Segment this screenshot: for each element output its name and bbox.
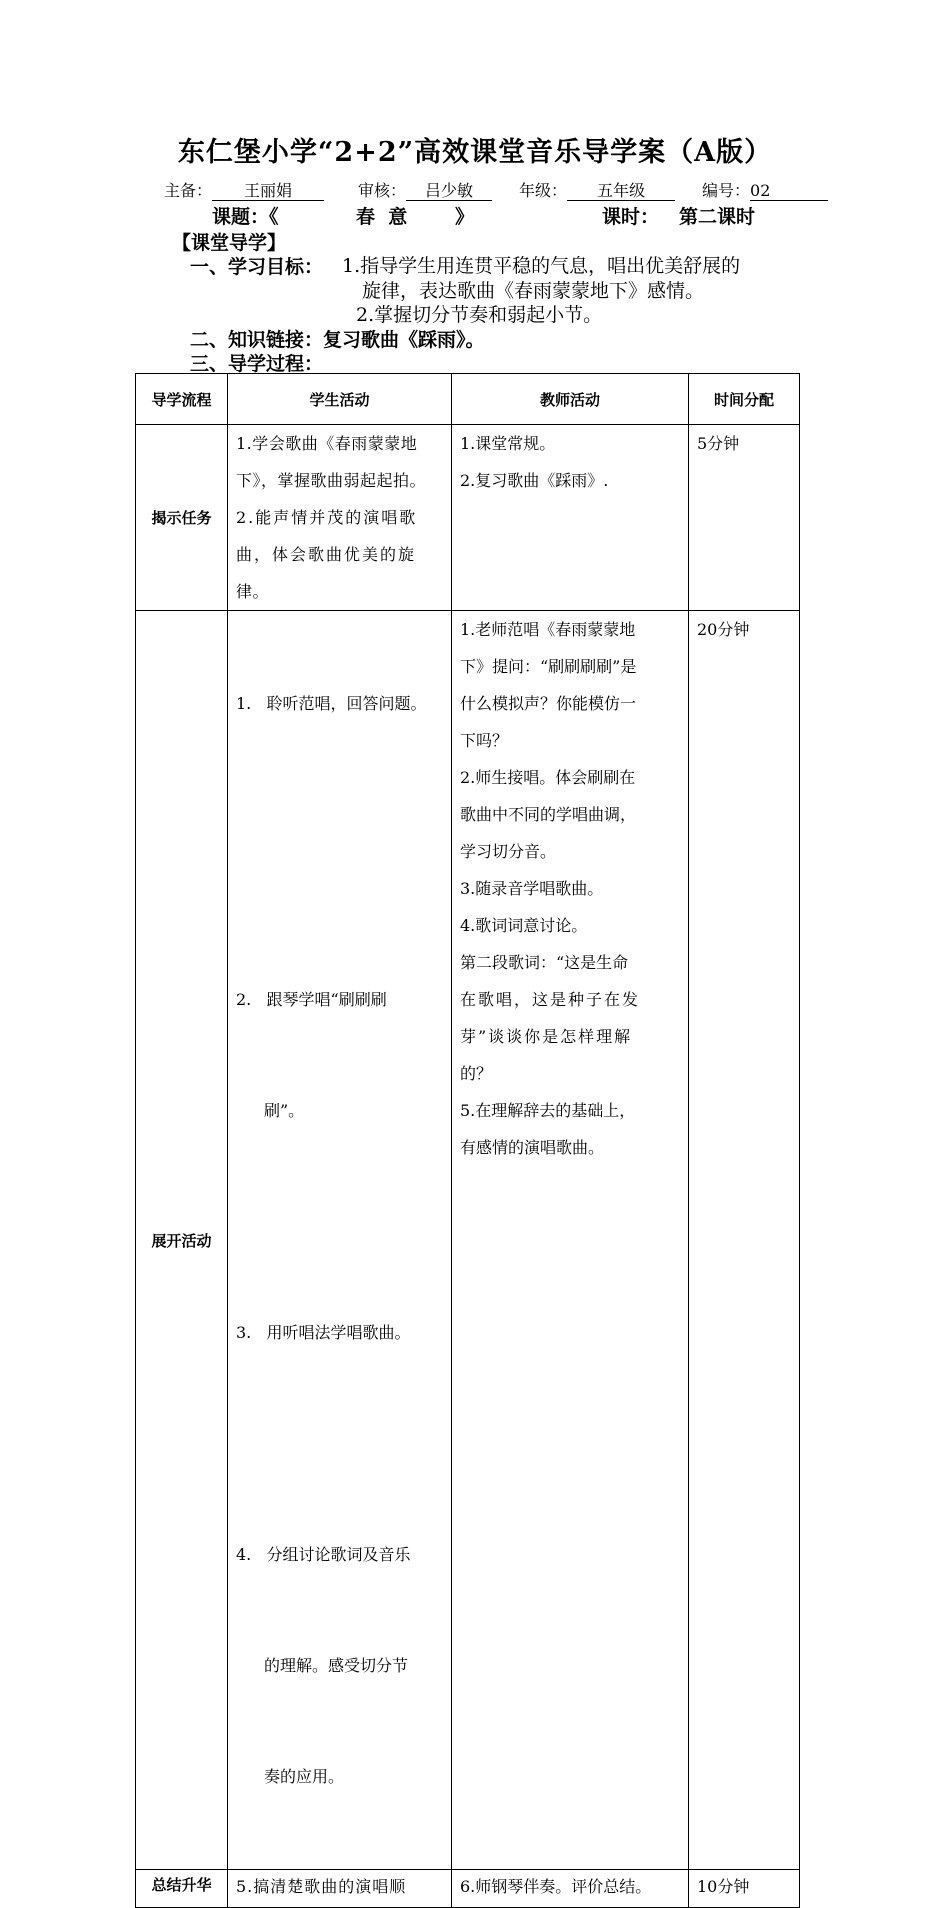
author-label: 主备： xyxy=(164,181,213,200)
author-value: 王丽娟 xyxy=(212,182,324,201)
teacher-line: 3.随录音学唱歌曲。 xyxy=(460,879,604,898)
stage-cell: 展开活动 xyxy=(136,611,228,1870)
grade-value: 五年级 xyxy=(567,182,675,201)
time-value: 20分钟 xyxy=(697,620,750,639)
student-line: 的理解。感受切分节 xyxy=(264,1656,409,1675)
topic-label: 课题：《 xyxy=(212,206,279,228)
student-line: 1.学会歌曲《春雨蒙蒙地 xyxy=(236,434,418,453)
teacher-cell xyxy=(452,425,689,611)
objectives-label: 一、学习目标： xyxy=(190,256,324,278)
table-row xyxy=(136,611,800,1870)
teacher-line: 什么模拟声？你能模仿一 xyxy=(460,694,637,713)
topic-value: 春 意 xyxy=(356,206,408,228)
section-header: 【课堂导学】 xyxy=(172,232,287,254)
teacher-line: 学习切分音。 xyxy=(460,842,557,861)
teacher-line: 2.师生接唱。体会刷刷在 xyxy=(460,768,636,787)
number-value: 02 xyxy=(750,182,828,201)
header-student-activity: 学生活动 xyxy=(228,374,452,425)
student-line: 奏的应用。 xyxy=(264,1767,345,1786)
student-line: 2.能声情并茂的演唱歌 xyxy=(236,508,418,527)
student-line: 刷”。 xyxy=(264,1101,305,1120)
number-field xyxy=(702,178,828,201)
header-teacher-activity: 教师活动 xyxy=(452,374,689,425)
period-label: 课时： xyxy=(602,206,660,228)
student-line: 1. 聆听范唱，回答问题。 xyxy=(236,694,427,713)
teacher-line: 的？ xyxy=(460,1064,493,1083)
student-line: 4. 分组讨论歌词及音乐 xyxy=(236,1545,411,1564)
teacher-line: 4.歌词词意讨论。 xyxy=(460,916,588,935)
time-value: 10分钟 xyxy=(697,1877,750,1896)
teacher-line: 在歌唱，这是种子在发 xyxy=(460,990,641,1009)
student-line: 3. 用听唱法学唱歌曲。 xyxy=(236,1323,411,1342)
student-line: 2. 跟琴学唱“刷刷刷 xyxy=(236,990,387,1009)
student-cell xyxy=(228,425,452,611)
teacher-line: 下》提问：“刷刷刷刷”是 xyxy=(460,657,637,676)
objective-line-1: 1.指导学生用连贯平稳的气息，唱出优美舒展的 xyxy=(342,255,741,277)
stage-cell: 总结升华 xyxy=(136,1870,228,1908)
teacher-cell xyxy=(452,1870,689,1908)
student-line: 律。 xyxy=(236,582,270,601)
table-row xyxy=(136,1870,800,1908)
page-title: 东仁堡小学“2+2”高效课堂音乐导学案（A版） xyxy=(177,137,773,168)
objective-line-2: 旋律，表达歌曲《春雨蒙蒙地下》感情。 xyxy=(362,280,705,302)
time-value: 5分钟 xyxy=(697,434,740,453)
guide-table xyxy=(135,373,800,1908)
student-line: 曲，体会歌曲优美的旋 xyxy=(236,545,417,564)
stage-cell: 揭示任务 xyxy=(136,425,228,611)
teacher-line: 6.师钢琴伴奏。评价总结。 xyxy=(460,1877,652,1896)
reviewer-field xyxy=(358,178,492,201)
teacher-cell xyxy=(452,611,689,1870)
author-field xyxy=(164,178,324,201)
objective-line-3: 2.掌握切分节奏和弱起小节。 xyxy=(356,304,603,326)
teacher-line: 5.在理解辞去的基础上， xyxy=(460,1101,636,1120)
teacher-line: 1.课堂常规。 xyxy=(460,434,556,453)
knowledge-link: 二、知识链接：复习歌曲《踩雨》。 xyxy=(190,329,485,351)
table-header-row xyxy=(136,374,800,425)
grade-field xyxy=(519,178,675,201)
time-cell xyxy=(689,611,800,1870)
student-cell xyxy=(228,611,452,1870)
student-line: 下》，掌握歌曲弱起起拍。 xyxy=(236,471,427,490)
time-cell xyxy=(689,425,800,611)
teacher-line: 1.老师范唱《春雨蒙蒙地 xyxy=(460,620,636,639)
teacher-line: 歌曲中不同的学唱曲调， xyxy=(460,805,637,824)
teacher-line: 第二段歌词：“这是生命 xyxy=(460,953,629,972)
teacher-line: 下吗？ xyxy=(460,731,509,750)
student-cell xyxy=(228,1870,452,1908)
number-label: 编号： xyxy=(702,181,751,200)
reviewer-label: 审核： xyxy=(358,181,407,200)
header-stage: 导学流程 xyxy=(136,374,228,425)
header-time: 时间分配 xyxy=(689,374,800,425)
grade-label: 年级： xyxy=(519,181,568,200)
reviewer-value: 吕少敏 xyxy=(406,182,492,201)
time-cell xyxy=(689,1870,800,1908)
teacher-line: 2.复习歌曲《踩雨》. xyxy=(460,471,609,490)
teacher-line: 有感情的演唱歌曲。 xyxy=(460,1138,605,1157)
table-row xyxy=(136,425,800,611)
process-label: 三、导学过程： xyxy=(190,353,324,375)
topic-close: 》 xyxy=(455,206,475,228)
student-line: 5.搞清楚歌曲的演唱顺 xyxy=(236,1877,407,1896)
teacher-line: 芽”谈谈你是怎样理解 xyxy=(460,1027,633,1046)
period-value: 第二课时 xyxy=(679,206,756,228)
